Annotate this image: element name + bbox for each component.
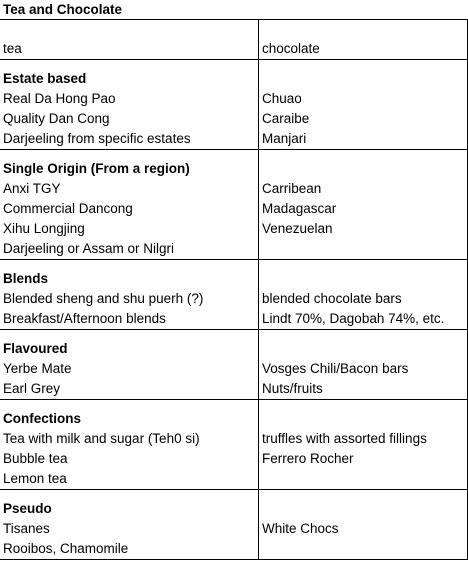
tea-cell: Earl Grey: [0, 379, 259, 400]
header-tea: tea: [0, 20, 259, 60]
table-row: [0, 379, 468, 400]
tea-cell: Anxi TGY: [0, 179, 259, 199]
section-title-blank: [259, 330, 468, 360]
chocolate-cell: [259, 239, 468, 260]
table-row: [0, 129, 468, 150]
header-row: [0, 20, 468, 60]
section-title: Estate based: [0, 60, 259, 90]
table-row: [0, 519, 468, 539]
section-title: Blends: [0, 260, 259, 290]
tea-cell: Rooibos, Chamomile: [0, 539, 259, 560]
table-row: [0, 359, 468, 379]
section-title: Single Origin (From a region): [0, 150, 259, 180]
chocolate-cell: Vosges Chili/Bacon bars: [259, 359, 468, 379]
tea-cell: Darjeeling or Assam or Nilgri: [0, 239, 259, 260]
tea-cell: Yerbe Mate: [0, 359, 259, 379]
table-row: [0, 449, 468, 469]
chocolate-cell: Ferrero Rocher: [259, 449, 468, 469]
table-row: [0, 289, 468, 309]
table-row: [0, 179, 468, 199]
section-title-blank: [259, 60, 468, 90]
chocolate-cell: [259, 469, 468, 490]
section-title-row: [0, 400, 468, 430]
table-body: [0, 20, 468, 560]
table-row: [0, 239, 468, 260]
section-title-row: [0, 330, 468, 360]
section-title-blank: [259, 400, 468, 430]
section-title: Pseudo: [0, 490, 259, 520]
section-title-row: [0, 60, 468, 90]
tea-cell: Breakfast/Afternoon blends: [0, 309, 259, 330]
tea-cell: Blended sheng and shu puerh (?): [0, 289, 259, 309]
section-title-blank: [259, 260, 468, 290]
section-title-blank: [259, 490, 468, 520]
table-row: [0, 199, 468, 219]
tea-cell: Bubble tea: [0, 449, 259, 469]
tea-cell: Quality Dan Cong: [0, 109, 259, 129]
table-row: [0, 109, 468, 129]
section-title-blank: [259, 150, 468, 180]
tea-cell: Tisanes: [0, 519, 259, 539]
chocolate-cell: Venezuelan: [259, 219, 468, 239]
page-title: Tea and Chocolate: [3, 2, 123, 17]
tea-cell: Darjeeling from specific estates: [0, 129, 259, 150]
chocolate-cell: Chuao: [259, 89, 468, 109]
table-row: [0, 219, 468, 239]
chocolate-cell: [259, 539, 468, 560]
section-title-row: [0, 260, 468, 290]
table-row: [0, 89, 468, 109]
table-row: [0, 469, 468, 490]
tea-cell: Commercial Dancong: [0, 199, 259, 219]
chocolate-cell: White Chocs: [259, 519, 468, 539]
tea-cell: Xihu Longjing: [0, 219, 259, 239]
section-title: Flavoured: [0, 330, 259, 360]
chocolate-cell: Lindt 70%, Dagobah 74%, etc.: [259, 309, 468, 330]
tea-cell: Real Da Hong Pao: [0, 89, 259, 109]
header-chocolate: chocolate: [259, 20, 468, 60]
chocolate-cell: truffles with assorted fillings: [259, 429, 468, 449]
chocolate-cell: Manjari: [259, 129, 468, 150]
chocolate-cell: Carribean: [259, 179, 468, 199]
chocolate-cell: Nuts/fruits: [259, 379, 468, 400]
table-row: [0, 539, 468, 560]
tea-cell: Lemon tea: [0, 469, 259, 490]
section-title-row: [0, 150, 468, 180]
table-row: [0, 309, 468, 330]
chocolate-cell: Caraibe: [259, 109, 468, 129]
chocolate-cell: Madagascar: [259, 199, 468, 219]
section-title-row: [0, 490, 468, 520]
comparison-table: [0, 19, 468, 560]
table-row: [0, 429, 468, 449]
tea-cell: Tea with milk and sugar (Teh0 si): [0, 429, 259, 449]
section-title: Confections: [0, 400, 259, 430]
chocolate-cell: blended chocolate bars: [259, 289, 468, 309]
